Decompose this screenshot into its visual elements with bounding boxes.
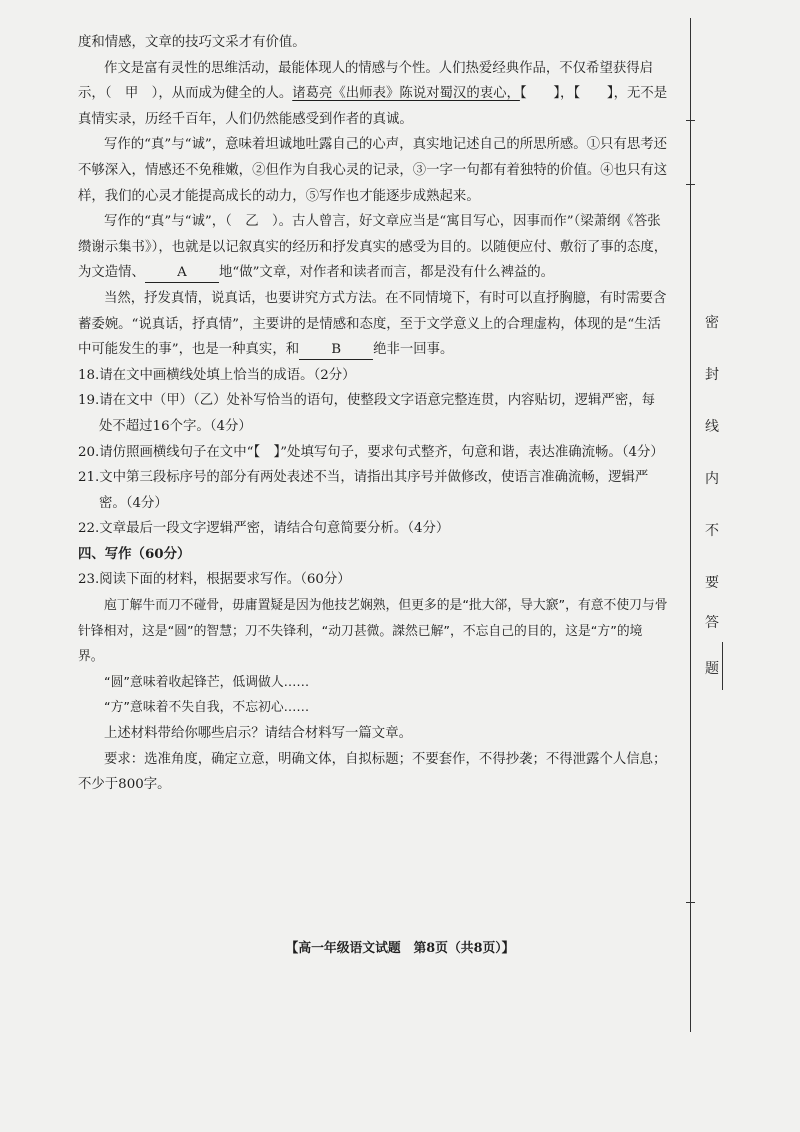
question-21: 21.文中第三段标序号的部分有两处表述不当，请指出其序号并做修改，使语言准确流畅，逻辑严密。（4分） (78, 470, 649, 511)
paragraph-4-text-end: 地“做”文章，对作者和读者而言，都是没有什么裨益的。 (218, 265, 555, 281)
paragraph-2-text-end: 【 】，【 】，无不是真情实录，历经千百年，人们仍然能感受到作者的真诚。 (78, 86, 668, 127)
margin-divider (722, 642, 723, 690)
paragraph-1: 度和情感，文章的技巧文采才有价值。 (78, 35, 306, 50)
binding-tick (686, 120, 695, 121)
paragraph-3: 写作的“真”与“诚”，意味着坦诚地吐露自己的心声，真实地记述自己的所思所感。①只有思考还不够深入，情感还不免稚嫩，②但作为自我心灵的记录，③一字一句都有着独特的价值。④也只有这样，我们的心灵才能提高成长的动力，⑤写作也才能逐步成熟起来。 (78, 137, 668, 204)
binding-tick (686, 902, 695, 903)
question-19: 19.请在文中（甲）（乙）处补写恰当的语句，使整段文字语意完整连贯，内容贴切，逻辑严密，每处不超过16个字。（4分） (78, 393, 655, 434)
page-footer: 【高一年级语文试题 第8页（共8页）】 (285, 941, 515, 956)
material-line-yuan: “圆”意味着收起锋芒，低调做人…… (104, 674, 310, 690)
binding-rule (690, 18, 691, 1032)
blank-b: B (299, 341, 373, 360)
writing-material: 庖丁解牛而刀不碰骨，毋庸置疑是因为他技艺娴熟，但更多的是“批大郤，导大窾”，有意不使刀与骨针锋相对，这是“圆”的智慧；刀不失锋利，“动刀甚微。謋然已解”，不忘自己的目的，这是“方”的境界。 (78, 598, 668, 665)
margin-char: 题 (705, 661, 719, 677)
margin-char: 要 (705, 575, 719, 591)
paragraph-4-text: 写作的“真”与“诚”，（ 乙 ）。古人曾言，好文章应当是“寓目写心，因事而作”（梁萧纲《答张缵谢示集书》），也就是以记叙真实的经历和抒发真实的感受为目的。以随便应付、敷衍了事的态度，为文造情、 (78, 214, 668, 281)
question-20: 20.请仿照画横线句子在文中“【 】”处填写句子，要求句式整齐，句意和谐，表达准确流畅。（4分） (78, 444, 664, 460)
page-content (78, 30, 668, 798)
paragraph-2 (78, 56, 668, 133)
margin-char: 线 (705, 419, 719, 435)
margin-char: 封 (705, 367, 719, 383)
writing-prompt: 上述材料带给你哪些启示？请结合材料写一篇文章。 (104, 726, 412, 742)
paragraph-4 (78, 209, 668, 286)
paragraph-5 (78, 286, 668, 363)
question-22: 22.文章最后一段文字逻辑严密，请结合句意简要分析。（4分） (78, 521, 450, 537)
margin-char: 不 (705, 523, 719, 539)
margin-char: 内 (705, 471, 719, 487)
question-23: 23.阅读下面的材料，根据要求写作。（60分） (78, 572, 351, 588)
blank-a: A (145, 264, 219, 283)
paragraph-5-text-end: 绝非一回事。 (373, 342, 454, 358)
material-line-fang: “方”意味着不失自我，不忘初心…… (104, 700, 310, 716)
paragraph-2-text: 作文是富有灵性的思维活动，最能体现人的情感与个性。人们热爱经典作品，不仅希望获得启示，（ 甲 ），从而成为健全的人。 (78, 60, 654, 102)
margin-char: 密 (705, 315, 719, 331)
margin-char: 答 (705, 615, 719, 631)
underlined-sentence: 诸葛亮《出师表》陈说对蜀汉的衷心， (292, 86, 520, 102)
paragraph-5-text: 当然，抒发真情，说真话，也要讲究方式方法。在不同情境下，有时可以直抒胸臆，有时需要含蓄委婉。“说真话，抒真情”，主要讲的是情感和态度，至于文学意义上的合理虚构，体现的是“生活中可能发生的事”，也是一种真实，和 (78, 290, 667, 358)
binding-tick (686, 184, 695, 185)
question-18: 18.请在文中画横线处填上恰当的成语。（2分） (78, 367, 356, 383)
section-title-writing: 四、写作（60分） (78, 545, 191, 562)
writing-requirements: 要求：选准角度，确定立意，明确文体，自拟标题；不要套作，不得抄袭；不得泄露个人信息；不少于800字。 (78, 751, 667, 793)
